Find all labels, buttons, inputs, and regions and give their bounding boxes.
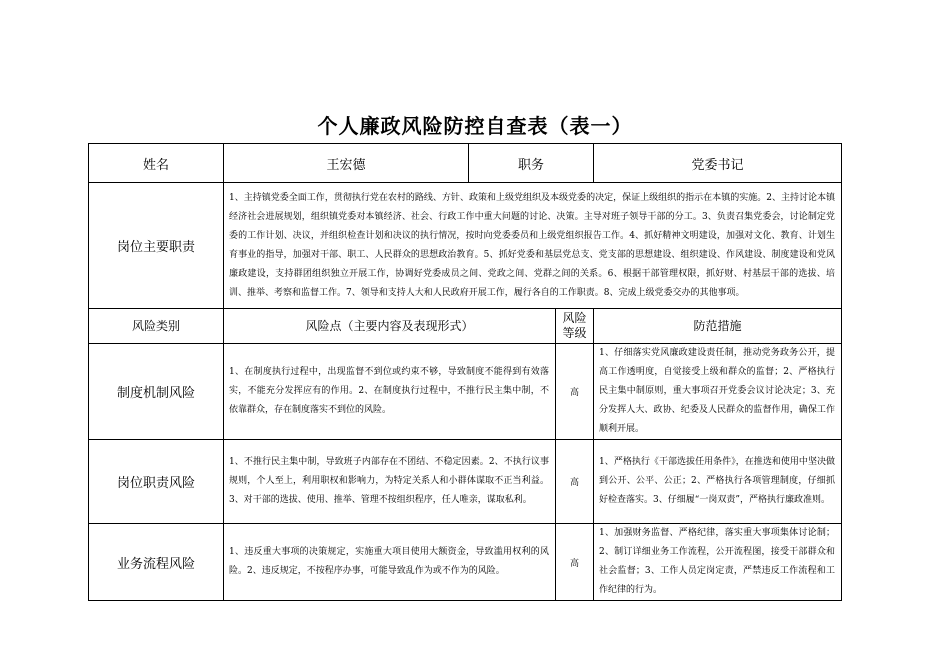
header-row — [89, 144, 842, 183]
self-check-table — [88, 143, 842, 601]
risk-category: 制度机制风险 — [89, 344, 224, 440]
risk-level-header-line1: 风险 — [562, 311, 587, 325]
risk-measures: 1、加强财务监督、严格纪律，落实重大事项集体讨论制；2、制订详细业务工作流程，公开流程图，接受干部群众和社会监督；3、工作人员定岗定责，严禁违反工作流程和工作纪律的行为。 — [594, 524, 842, 601]
risk-level: 高 — [556, 524, 594, 601]
risk-category-header: 风险类别 — [89, 309, 224, 344]
duties-label: 岗位主要职责 — [89, 183, 224, 309]
risk-row — [89, 344, 842, 440]
risk-level: 高 — [556, 440, 594, 524]
risk-point: 1、在制度执行过程中，出现监督不到位或约束不够，导致制度不能得到有效落实，不能充分发挥应有的作用。2、在制度执行过程中，不推行民主集中制，不依靠群众，存在制度落实不到位的风险。 — [224, 344, 556, 440]
risk-row — [89, 440, 842, 524]
risk-measures: 1、仔细落实党风廉政建设责任制，推动党务政务公开，提高工作透明度，自觉接受上级和群众的监督；2、严格执行民主集中制原则，重大事项召开党委会议讨论决定；3、充分发挥人大、政协、纪委及人民群众的监督作用，确保工作顺利开展。 — [594, 344, 842, 440]
name-value: 王宏德 — [224, 144, 469, 183]
page-title: 个人廉政风险防控自查表（表一） — [317, 114, 633, 138]
duties-row — [89, 183, 842, 309]
position-label: 职务 — [469, 144, 594, 183]
risk-point-header: 风险点（主要内容及表现形式） — [224, 309, 556, 344]
risk-level-header-line2: 等级 — [562, 326, 587, 340]
risk-point: 1、不推行民主集中制，导致班子内部存在不团结、不稳定因素。2、不执行议事规则，个人至上，利用职权和影响力，为特定关系人和小群体谋取不正当利益。3、对干部的选拔、使用、推举、管理不按组织程序，任人唯亲，谋取私利。 — [224, 440, 556, 524]
risk-measures: 1、严格执行《干部选拔任用条件》，在推选和使用中坚决做到公开、公平、公正；2、严格执行各项管理制度，仔细抓好检查落实。3、仔细履“一岗双责”，严格执行廉政准则。 — [594, 440, 842, 524]
position-value: 党委书记 — [594, 144, 842, 183]
risk-point: 1、违反重大事项的决策规定，实施重大项目使用大额资金，导致滥用权利的风险。2、违反规定，不按程序办事，可能导致乱作为或不作为的风险。 — [224, 524, 556, 601]
risk-level: 高 — [556, 344, 594, 440]
name-label: 姓名 — [89, 144, 224, 183]
risk-header-row — [89, 309, 842, 344]
risk-category: 岗位职责风险 — [89, 440, 224, 524]
risk-row — [89, 524, 842, 601]
duties-text: 1、主持镇党委全面工作，贯彻执行党在农村的路线、方针、政策和上级党组织及本级党委的决定，保证上级组织的指示在本镇的实施。2、主持讨论本镇经济社会进展规划，组织镇党委对本镇经济、社会、行政工作中重大问题的讨论、决策。主导对班子领导干部的分工。3、负责召集党委会，讨论制定党委的工作计划、决议，并组织检查计划和决议的执行情况，按时向党委委员和上级党组织报告工作。4、抓好精神文明建设，加强对文化、教育、计划生育事业的指导，加强对干部、职工、人民群众的思想政治教育。5、抓好党委和基层党总支、党支部的思想建设、组织建设、作风建设、制度建设和党风廉政建设，支持群团组织独立开展工作，协调好党委成员之间、党政之间、党群之间的关系。6、根据干部管理权限，抓好财、村基层干部的选拔、培训、推举、考察和监督工作。7、领导和支持人大和人民政府开展工作，履行各自的工作职责。8、完成上级党委交办的其他事项。 — [224, 183, 842, 309]
risk-level-header — [556, 309, 594, 344]
risk-category: 业务流程风险 — [89, 524, 224, 601]
measures-header: 防范措施 — [594, 309, 842, 344]
